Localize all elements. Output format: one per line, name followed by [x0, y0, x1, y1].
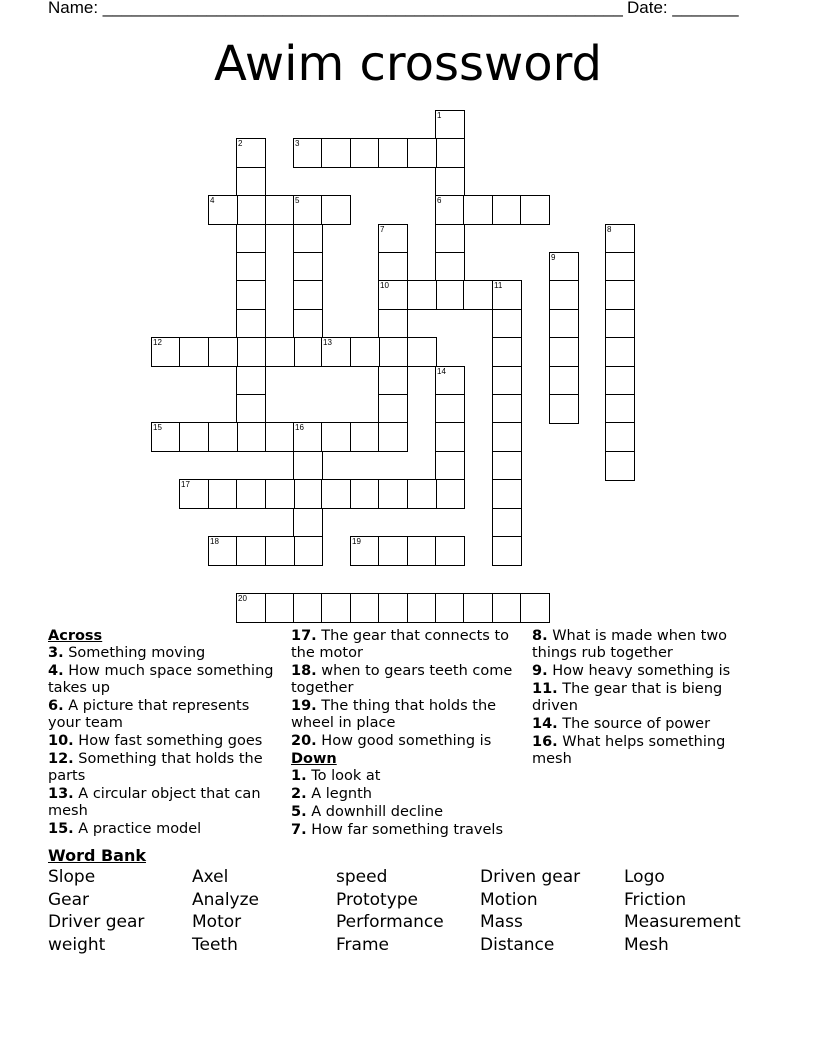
cell-number: 3 — [295, 139, 300, 148]
cell-number: 8 — [607, 225, 612, 234]
grid-cell[interactable] — [293, 536, 323, 566]
grid-cell[interactable] — [605, 252, 635, 282]
grid-cell[interactable] — [151, 422, 181, 452]
grid-cell[interactable] — [378, 337, 408, 367]
cell-number: 18 — [210, 537, 219, 546]
clue-across-19: 19. The thing that holds the wheel in place — [291, 698, 497, 731]
clue-down-14: 14. The source of power — [532, 716, 711, 732]
grid-cell[interactable] — [605, 309, 635, 339]
grid-cell[interactable] — [265, 195, 295, 225]
grid-cell[interactable] — [549, 366, 579, 396]
clue-down-5: 5. A downhill decline — [291, 804, 444, 820]
clue-across-13: 13. A circular object that can mesh — [48, 786, 261, 819]
clue-across-20: 20. How good something is — [291, 733, 492, 749]
grid-cell[interactable] — [492, 536, 522, 566]
grid-cell[interactable] — [378, 422, 408, 452]
grid-cell[interactable] — [293, 252, 323, 282]
clue-across-12: 12. Something that holds the parts — [48, 751, 263, 784]
grid-cell[interactable] — [605, 224, 635, 254]
word-bank-item: Logo — [624, 867, 665, 887]
cell-number: 19 — [352, 537, 361, 546]
grid-cell[interactable] — [236, 394, 266, 424]
cell-number: 6 — [437, 196, 442, 205]
grid-cell[interactable] — [321, 479, 351, 509]
grid-cell[interactable] — [293, 138, 323, 168]
cell-number: 7 — [380, 225, 385, 234]
grid-cell[interactable] — [463, 195, 493, 225]
grid-cell[interactable] — [321, 593, 351, 623]
clue-across-4: 4. How much space something takes up — [48, 663, 274, 696]
grid-cell[interactable] — [236, 167, 266, 197]
grid-cell[interactable] — [378, 138, 408, 168]
grid-cell[interactable] — [236, 536, 266, 566]
clue-down-8: 8. What is made when two things rub together — [532, 628, 728, 661]
clues-column-2 — [291, 628, 521, 840]
grid-cell[interactable] — [492, 337, 522, 367]
cell-number: 14 — [437, 367, 446, 376]
grid-cell[interactable] — [407, 593, 437, 623]
word-bank-list — [48, 866, 788, 957]
across-heading: Across — [48, 628, 103, 644]
grid-cell[interactable] — [236, 138, 266, 168]
grid-cell[interactable] — [407, 280, 437, 310]
grid-cell[interactable] — [265, 479, 295, 509]
word-bank — [48, 846, 788, 957]
cell-number: 12 — [153, 338, 162, 347]
clue-down-7: 7. How far something travels — [291, 822, 504, 838]
grid-cell[interactable] — [293, 195, 323, 225]
word-bank-item: Friction — [624, 889, 687, 910]
cell-number: 2 — [238, 139, 243, 148]
grid-cell[interactable] — [293, 337, 323, 367]
cell-number: 17 — [181, 480, 190, 489]
grid-cell[interactable] — [208, 536, 238, 566]
grid-cell[interactable] — [435, 422, 465, 452]
grid-cell[interactable] — [236, 479, 266, 509]
clue-down-1: 1. To look at — [291, 768, 381, 784]
grid-cell[interactable] — [435, 593, 465, 623]
grid-cell[interactable] — [407, 337, 437, 367]
grid-cell[interactable] — [236, 280, 266, 310]
clue-across-10: 10. How fast something goes — [48, 733, 263, 749]
grid-cell[interactable] — [605, 451, 635, 481]
word-bank-item: Motor — [192, 912, 242, 933]
grid-cell[interactable] — [236, 224, 266, 254]
word-bank-item: Driver gear — [48, 912, 145, 933]
grid-cell[interactable] — [492, 309, 522, 339]
grid-cell[interactable] — [350, 536, 380, 566]
grid-cell[interactable] — [435, 110, 465, 140]
clue-across-15: 15. A practice model — [48, 821, 202, 837]
word-bank-item: Performance — [336, 912, 444, 933]
grid-cell[interactable] — [151, 337, 181, 367]
grid-cell[interactable] — [321, 195, 351, 225]
grid-cell[interactable] — [208, 337, 238, 367]
grid-cell[interactable] — [179, 479, 209, 509]
grid-cell[interactable] — [605, 394, 635, 424]
word-bank-item: Mass — [480, 912, 523, 933]
grid-cell[interactable] — [435, 224, 465, 254]
clue-down-9: 9. How heavy something is — [532, 663, 731, 679]
grid-cell[interactable] — [435, 366, 465, 396]
grid-cell[interactable] — [236, 593, 266, 623]
grid-cell[interactable] — [350, 337, 380, 367]
grid-cell[interactable] — [236, 366, 266, 396]
grid-cell[interactable] — [378, 309, 408, 339]
clue-across-18: 18. when to gears teeth come together — [291, 663, 513, 696]
cell-number: 13 — [323, 338, 332, 347]
word-bank-item: Motion — [480, 889, 538, 910]
grid-cell[interactable] — [549, 280, 579, 310]
grid-cell[interactable] — [549, 309, 579, 339]
grid-cell[interactable] — [350, 138, 380, 168]
word-bank-item: weight — [48, 935, 106, 956]
grid-cell[interactable] — [179, 337, 209, 367]
word-bank-title: Word Bank — [48, 846, 147, 865]
grid-cell[interactable] — [492, 593, 522, 623]
grid-cell[interactable] — [350, 422, 380, 452]
grid-cell[interactable] — [236, 337, 266, 367]
grid-cell[interactable] — [265, 422, 295, 452]
cell-number: 20 — [238, 594, 247, 603]
grid-cell[interactable] — [236, 195, 266, 225]
grid-cell[interactable] — [605, 366, 635, 396]
grid-cell[interactable] — [492, 366, 522, 396]
grid-cell[interactable] — [378, 394, 408, 424]
grid-cell[interactable] — [265, 337, 295, 367]
word-bank-item: Gear — [48, 889, 90, 910]
cell-number: 9 — [551, 253, 556, 262]
grid-cell[interactable] — [321, 138, 351, 168]
grid-cell[interactable] — [236, 422, 266, 452]
grid-cell[interactable] — [321, 422, 351, 452]
grid-cell[interactable] — [293, 508, 323, 538]
grid-cell[interactable] — [435, 252, 465, 282]
grid-cell[interactable] — [293, 224, 323, 254]
date-field[interactable]: Date: _______ — [627, 0, 739, 17]
cell-number: 15 — [153, 423, 162, 432]
grid-cell[interactable] — [378, 252, 408, 282]
grid-cell[interactable] — [435, 451, 465, 481]
cell-number: 4 — [210, 196, 215, 205]
clue-across-6: 6. A picture that represents your team — [48, 698, 250, 731]
grid-cell[interactable] — [492, 508, 522, 538]
grid-cell[interactable] — [520, 593, 550, 623]
grid-cell[interactable] — [179, 422, 209, 452]
grid-cell[interactable] — [265, 593, 295, 623]
word-bank-item: Prototype — [336, 889, 419, 910]
grid-cell[interactable] — [492, 422, 522, 452]
grid-cell[interactable] — [293, 451, 323, 481]
grid-cell[interactable] — [435, 195, 465, 225]
grid-cell[interactable] — [236, 309, 266, 339]
grid-cell[interactable] — [605, 280, 635, 310]
word-bank-item: Measurement — [624, 912, 741, 933]
word-bank-item: speed — [336, 867, 388, 887]
word-bank-item: Driven gear — [480, 867, 581, 887]
grid-cell[interactable] — [492, 280, 522, 310]
word-bank-item: Distance — [480, 935, 555, 956]
cell-number: 16 — [295, 423, 304, 432]
word-bank-item: Slope — [48, 867, 96, 887]
grid-cell[interactable] — [378, 366, 408, 396]
grid-cell[interactable] — [605, 337, 635, 367]
grid-cell[interactable] — [208, 195, 238, 225]
grid-cell[interactable] — [463, 280, 493, 310]
clue-across-17: 17. The gear that connects to the motor — [291, 628, 510, 661]
clues-column-1 — [48, 628, 278, 839]
grid-cell[interactable] — [293, 479, 323, 509]
down-heading: Down — [291, 751, 337, 767]
clues-column-3 — [532, 628, 747, 769]
grid-cell[interactable] — [265, 536, 295, 566]
grid-cell[interactable] — [293, 309, 323, 339]
word-bank-item: Axel — [192, 867, 229, 887]
cell-number: 11 — [494, 281, 503, 290]
name-field[interactable]: Name: _______________________________________________________ — [48, 0, 623, 17]
grid-cell[interactable] — [350, 479, 380, 509]
grid-cell[interactable] — [549, 337, 579, 367]
grid-cell[interactable] — [435, 138, 465, 168]
clue-down-2: 2. A legnth — [291, 786, 372, 802]
grid-cell[interactable] — [435, 280, 465, 310]
grid-cell[interactable] — [407, 536, 437, 566]
clue-down-11: 11. The gear that is bieng driven — [532, 681, 723, 714]
page-title: Awim crossword — [214, 36, 602, 92]
grid-cell[interactable] — [549, 394, 579, 424]
grid-cell[interactable] — [407, 138, 437, 168]
cell-number: 10 — [380, 281, 389, 290]
grid-cell[interactable] — [293, 280, 323, 310]
grid-cell[interactable] — [520, 195, 550, 225]
cell-number: 5 — [295, 196, 300, 205]
grid-cell[interactable] — [293, 422, 323, 452]
grid-cell[interactable] — [378, 280, 408, 310]
grid-cell[interactable] — [378, 479, 408, 509]
grid-cell[interactable] — [492, 479, 522, 509]
grid-cell[interactable] — [492, 451, 522, 481]
grid-cell[interactable] — [549, 252, 579, 282]
grid-cell[interactable] — [492, 394, 522, 424]
grid-cell[interactable] — [435, 167, 465, 197]
grid-cell[interactable] — [463, 593, 493, 623]
grid-cell[interactable] — [435, 536, 465, 566]
grid-cell[interactable] — [435, 479, 465, 509]
grid-cell[interactable] — [350, 593, 380, 623]
grid-cell[interactable] — [605, 422, 635, 452]
grid-cell[interactable] — [407, 479, 437, 509]
clue-down-16: 16. What helps something mesh — [532, 734, 726, 767]
grid-cell[interactable] — [378, 536, 408, 566]
grid-cell[interactable] — [236, 252, 266, 282]
grid-cell[interactable] — [492, 195, 522, 225]
word-bank-item: Analyze — [192, 889, 259, 910]
grid-cell[interactable] — [208, 479, 238, 509]
grid-cell[interactable] — [378, 593, 408, 623]
cell-number: 1 — [437, 111, 442, 120]
grid-cell[interactable] — [208, 422, 238, 452]
word-bank-item: Teeth — [192, 935, 238, 956]
grid-cell[interactable] — [321, 337, 351, 367]
word-bank-item: Mesh — [624, 935, 669, 956]
word-bank-item: Frame — [336, 935, 389, 956]
grid-cell[interactable] — [378, 224, 408, 254]
grid-cell[interactable] — [435, 394, 465, 424]
clue-across-3: 3. Something moving — [48, 645, 206, 661]
grid-cell[interactable] — [293, 593, 323, 623]
